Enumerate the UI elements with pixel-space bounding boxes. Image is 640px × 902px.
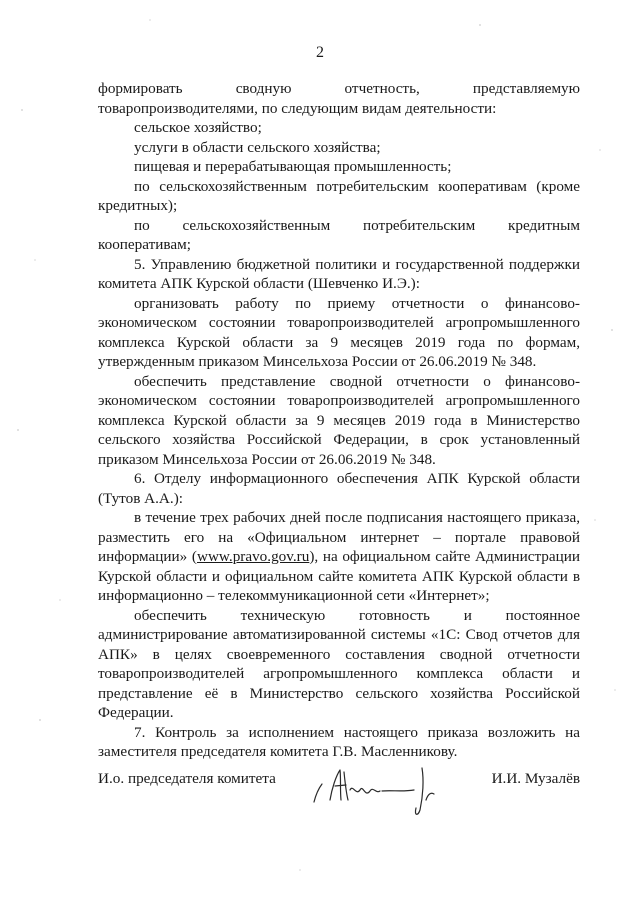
paragraph: формировать сводную отчетность, представляемую bbox=[98, 80, 580, 97]
signatory-position: И.о. председателя комитета bbox=[98, 770, 276, 787]
paragraph: 5. Управлению бюджетной политики и государственной поддержки комитета АПК Курской области (Шевченко И.Э.): bbox=[98, 255, 580, 292]
document-body bbox=[98, 79, 580, 762]
page-number: 2 bbox=[316, 44, 324, 61]
paragraph: обеспечить представление сводной отчетности о финансово-экономическом состоянии товаропроизводителей агропромышленного комплекса Курской области за 9 месяцев 2019 года в Министерство сельского хозяйства Российской Федерации, в срок установленный приказом Минсельхоза России от 26.06.2019 № 348. bbox=[98, 372, 580, 468]
handwritten-signature bbox=[310, 764, 460, 818]
signature-block bbox=[98, 764, 580, 824]
paragraph-text: ), на официальном сайте Администрации Курской области и официальном сайте комитета АПК Курской области в информационно – телекоммуникационной сети «Интернет»; bbox=[98, 548, 580, 604]
paragraph-text: в течение трех рабочих дней после подписания настоящего приказа, разместить его на «Официальном интернет – портале правовой информации» ( bbox=[98, 509, 580, 565]
paragraph: 7. Контроль за исполнением настоящего приказа возложить на заместителя председателя комитета Г.В. Масленникову. bbox=[98, 723, 580, 760]
signatory-name: И.И. Музалёв bbox=[491, 770, 580, 787]
paragraph: пищевая и перерабатывающая промышленность; bbox=[134, 158, 452, 175]
paragraph: услуги в области сельского хозяйства; bbox=[134, 138, 381, 156]
paragraph: товаропроизводителями, по следующим видам деятельности: bbox=[98, 99, 497, 117]
paragraph: 6. Отделу информационного обеспечения АПК Курской области (Тутов А.А.): bbox=[98, 470, 580, 507]
pravo-link[interactable]: www.pravo.gov.ru bbox=[196, 548, 310, 565]
paragraph: организовать работу по приему отчетности о финансово-экономическом состоянии товаропроизводителей агропромышленного комплекса Курской области за 9 месяцев 2019 года по формам, утвержденным приказом Минсельхоза России от 26.06.2019 № 348. bbox=[98, 294, 580, 370]
paragraph: сельское хозяйство; bbox=[134, 119, 262, 136]
paragraph: по сельскохозяйственным потребительским кредитным кооперативам; bbox=[98, 216, 580, 253]
paragraph: обеспечить техническую готовность и постоянное администрирование автоматизированной системы «1С: Свод отчетов для АПК» в целях своевременного составления сводной отчетности товаропроизводителей агропромышленного комплекса области и представление её в Министерство сельского хозяйства Российской Федерации. bbox=[98, 606, 580, 721]
paragraph: по сельскохозяйственным потребительским кооперативам (кроме кредитных); bbox=[98, 177, 580, 214]
paragraph bbox=[98, 508, 580, 606]
